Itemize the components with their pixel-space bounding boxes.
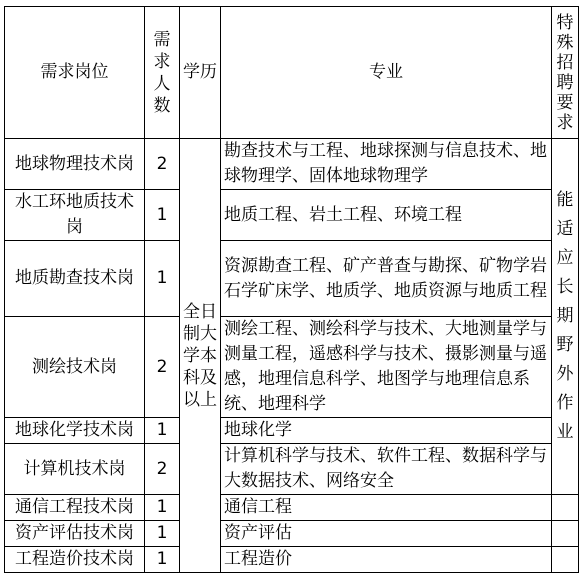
major-cell: 工程造价 xyxy=(221,547,552,573)
major-cell: 资产评估 xyxy=(221,521,552,547)
position-cell: 测绘技术岗 xyxy=(5,317,145,418)
table-row xyxy=(5,521,579,547)
special-cell: 能适应长期野外作业 xyxy=(552,139,579,495)
position-cell: 资产评估技术岗 xyxy=(5,521,145,547)
major-cell: 计算机科学与技术、软件工程、数据科学与大数据技术、网络安全 xyxy=(221,444,552,495)
major-cell: 通信工程 xyxy=(221,495,552,521)
recruitment-table xyxy=(4,6,579,573)
major-cell: 勘查技术与工程、地球探测与信息技术、地球物理学、固体地球物理学 xyxy=(221,139,552,190)
position-cell: 计算机技术岗 xyxy=(5,444,145,495)
position-cell: 地球物理技术岗 xyxy=(5,139,145,190)
table-row xyxy=(5,495,579,521)
major-cell: 测绘工程、测绘科学与技术、大地测量学与测量工程，遥感科学与技术、摄影测量与遥感，地理信息科学、地图学与地理信息系统、地理科学 xyxy=(221,317,552,418)
header-major: 专业 xyxy=(221,7,552,139)
table-row xyxy=(5,190,579,241)
table-row xyxy=(5,547,579,573)
table-row xyxy=(5,139,579,190)
table-row xyxy=(5,317,579,418)
position-cell: 地球化学技术岗 xyxy=(5,418,145,444)
count-cell: 2 xyxy=(145,139,180,190)
position-cell: 通信工程技术岗 xyxy=(5,495,145,521)
table-row xyxy=(5,418,579,444)
table-row xyxy=(5,444,579,495)
position-cell: 地质勘查技术岗 xyxy=(5,241,145,317)
count-cell: 1 xyxy=(145,241,180,317)
special-empty-cell xyxy=(552,521,579,547)
special-empty-cell xyxy=(552,495,579,521)
major-cell: 地质工程、岩土工程、环境工程 xyxy=(221,190,552,241)
count-cell: 1 xyxy=(145,521,180,547)
count-cell: 1 xyxy=(145,495,180,521)
count-cell: 2 xyxy=(145,317,180,418)
count-cell: 1 xyxy=(145,547,180,573)
count-cell: 1 xyxy=(145,418,180,444)
count-cell: 2 xyxy=(145,444,180,495)
position-cell: 工程造价技术岗 xyxy=(5,547,145,573)
position-cell: 水工环地质技术岗 xyxy=(5,190,145,241)
table-row xyxy=(5,241,579,317)
major-cell: 资源勘查工程、矿产普查与勘探、矿物学岩石学矿床学、地质学、地质资源与地质工程 xyxy=(221,241,552,317)
header-education: 学历 xyxy=(180,7,221,139)
header-count: 需求人数 xyxy=(145,7,180,139)
major-cell: 地球化学 xyxy=(221,418,552,444)
header-position: 需求岗位 xyxy=(5,7,145,139)
count-cell: 1 xyxy=(145,190,180,241)
education-cell: 全日制大学本科及以上 xyxy=(180,139,221,573)
special-empty-cell xyxy=(552,547,579,573)
header-special: 特殊招聘要求 xyxy=(552,7,579,139)
header-row xyxy=(5,7,579,139)
